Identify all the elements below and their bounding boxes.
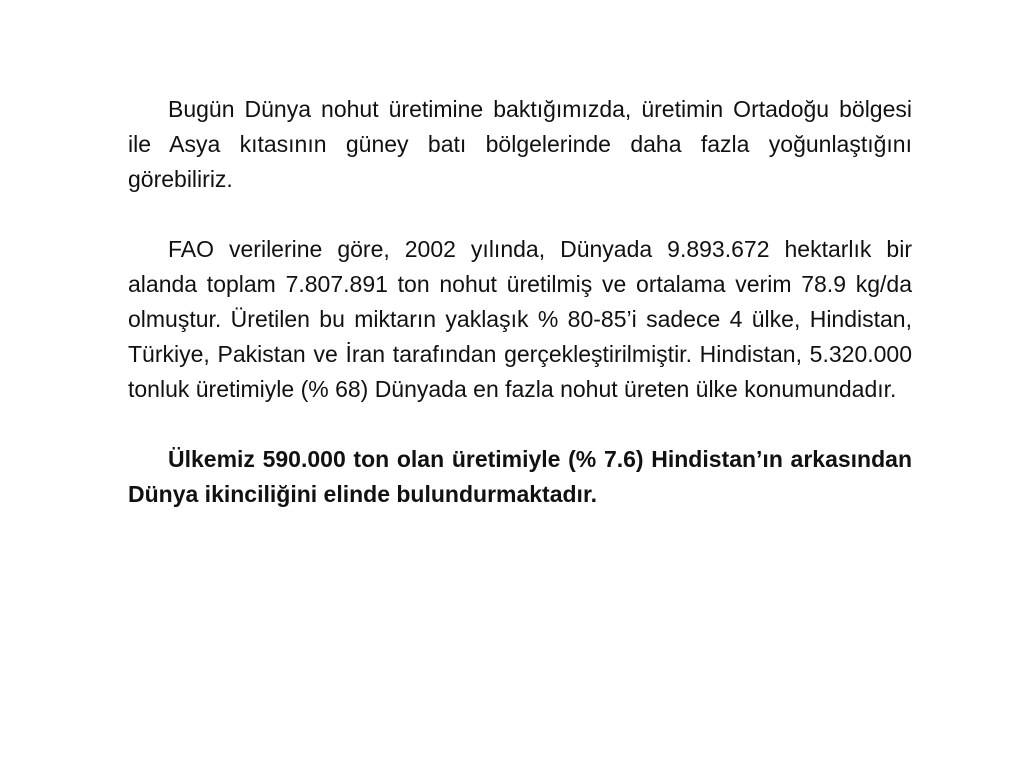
paragraph-world-production-regions: Bugün Dünya nohut üretimine baktığımızda, üretimin Ortadoğu bölgesi ile Asya kıtasının güney batı bölgelerinde daha fazla yoğunlaştığını görebiliriz. (128, 96, 912, 192)
paragraph-turkey-ranking: Ülkemiz 590.000 ton olan üretimiyle (% 7.6) Hindistan’ın arkasından Dünya ikinciliğini elinde bulundurmaktadır. (128, 446, 912, 507)
slide-body-text (128, 92, 912, 547)
paragraph-fao-statistics: FAO verilerine göre, 2002 yılında, Dünyada 9.893.672 hektarlık bir alanda toplam 7.807.891 ton nohut üretilmiş ve ortalama verim 78.9 kg/da olmuştur. Üretilen bu miktarın yaklaşık % 80-85’i sadece 4 ülke, Hindistan, Türkiye, Pakistan ve İran tarafından gerçekleştirilmiştir. Hindistan, 5.320.000 tonluk üretimiyle (% 68) Dünyada en fazla nohut üreten ülke konumundadır. (128, 236, 912, 402)
